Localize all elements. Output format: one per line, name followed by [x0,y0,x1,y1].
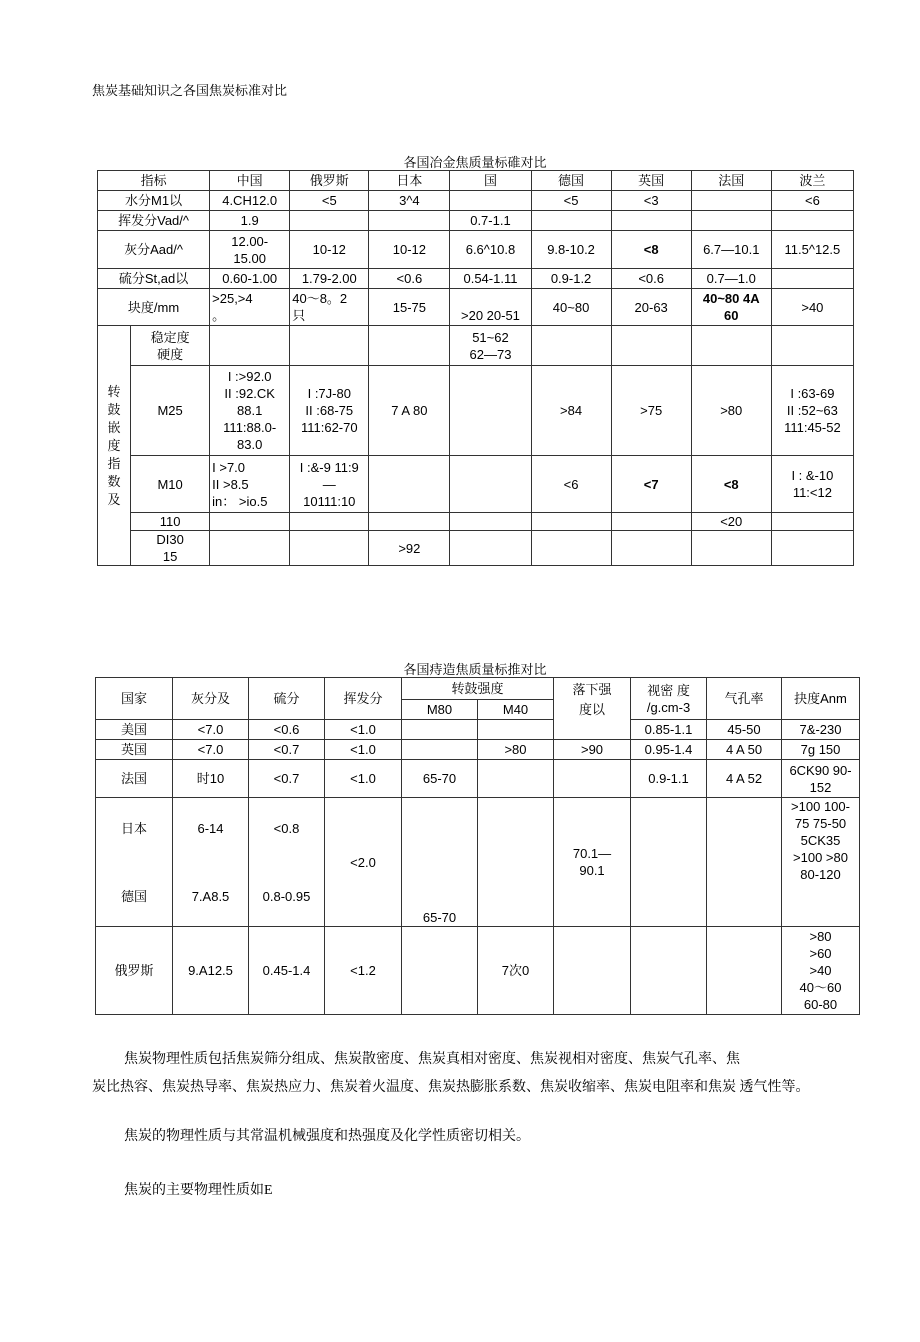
table-cell: I :&-9 11:9 — 10111:10 [290,456,369,513]
table-cell: <7.0 [173,720,249,740]
table-cell [369,513,450,531]
foundry-coke-table [95,677,860,1015]
table-cell: 65-70 [402,760,478,798]
table-cell: <7 [611,456,691,513]
header-cell: 俄罗斯 [290,171,369,191]
table-cell: 4 A 50 [707,740,782,760]
document-title: 焦炭基础知识之各国焦炭标准对比 [92,83,288,98]
row-label: 块度/mm [98,289,210,326]
table-row [98,191,854,211]
table-cell: 20-63 [611,289,691,326]
table-cell [531,531,611,566]
table-row [96,927,860,1015]
paragraph-main-properties: 焦炭的主要物理性质如E [124,1183,273,1198]
table-cell: 6CK90 90- 152 [782,760,860,798]
table-cell [771,326,853,366]
table-cell [450,191,531,211]
table-cell [369,326,450,366]
header-cell: 指标 [98,171,210,191]
table-cell: 0.9-1.1 [631,760,707,798]
table-row [98,269,854,289]
table-cell [771,531,853,566]
table-cell: 11.5^12.5 [771,231,853,269]
table-cell: <0.7 [249,760,325,798]
table-cell: 10-12 [369,231,450,269]
table-cell: 0.7-1.1 [450,211,531,231]
table-cell: 0.95-1.4 [631,740,707,760]
row-label: 俄罗斯 [96,927,173,1015]
table-cell [402,740,478,760]
table-cell: 1.9 [210,211,290,231]
table-cell: >80 >60 >40 40〜60 60-80 [782,927,860,1015]
table-cell [478,760,554,798]
table-cell: <6 [771,191,853,211]
table-row [98,289,854,326]
table-cell: <2.0 [325,798,402,927]
table-cell: 3^4 [369,191,450,211]
table-cell [450,456,531,513]
header-cell: 法国 [691,171,771,191]
table-cell [707,798,782,927]
table-cell [611,513,691,531]
table-cell: 40~80 [531,289,611,326]
table-cell: >80 [478,740,554,760]
table-cell [631,927,707,1015]
row-label: 硫分St,ad以 [98,269,210,289]
table-cell: I : &-10 11:<12 [771,456,853,513]
table-cell: 40~80 4A 60 [691,289,771,326]
table-cell [290,513,369,531]
table-cell: <1.2 [325,927,402,1015]
table-cell: >40 [771,289,853,326]
row-label: M10 [131,456,210,513]
table-cell: 7次0 [478,927,554,1015]
table-cell [402,927,478,1015]
table-row [98,513,854,531]
table-cell: <1.0 [325,720,402,740]
table-cell [611,531,691,566]
header-cell: 英国 [611,171,691,191]
table-cell: 6.6^10.8 [450,231,531,269]
header-cell: M80 [402,700,478,720]
header-cell: 波兰 [771,171,853,191]
table-cell: >84 [531,366,611,456]
row-label: 日本 德国 [96,798,173,927]
table-cell: 0.60-1.00 [210,269,290,289]
table-cell [691,531,771,566]
table-cell: <0.6 [611,269,691,289]
table1-caption: 各国冶金焦质量标碓对比 [403,155,547,170]
table-row [98,366,854,456]
table-cell [707,927,782,1015]
row-label: 英国 [96,740,173,760]
paragraph-relation: 焦炭的物理性质与其常温机械强度和热强度及化学性质密切相关。 [124,1129,530,1144]
table-cell [531,211,611,231]
paragraph-physical-properties-1: 焦炭物理性质包括焦炭筛分组成、焦炭散密度、焦炭真相对密度、焦炭视相对密度、焦炭气孔率、焦 [124,1052,740,1067]
table-row [98,211,854,231]
table-row [98,456,854,513]
row-label: M25 [131,366,210,456]
table-cell [531,326,611,366]
table-cell: <0.7 [249,740,325,760]
header-cell: 国 [450,171,531,191]
table-cell: 4.CH12.0 [210,191,290,211]
table-row [98,326,854,366]
table-cell: >100 100- 75 75-50 5CK35 >100 >80 80-120 [782,798,860,927]
header-cell: 硫分 [249,678,325,720]
table-cell: 12.00- 15.00 [210,231,290,269]
table-cell: 0.9-1.2 [531,269,611,289]
table-cell: 0.85-1.1 [631,720,707,740]
table2-caption: 各国痔造焦质量标推对比 [403,662,547,677]
table-cell: <20 [691,513,771,531]
table-cell [402,720,478,740]
table-cell: <6 [531,456,611,513]
row-label: 挥发分Vad/^ [98,211,210,231]
table-cell [210,326,290,366]
table-cell: 0.54-1.11 [450,269,531,289]
table-cell [631,798,707,927]
table-row [98,231,854,269]
table-cell: <8 [691,456,771,513]
table-cell [290,211,369,231]
table-cell: I :63-69 II :52~63 111:45-52 [771,366,853,456]
table-cell: 7g 150 [782,740,860,760]
table-cell [210,513,290,531]
table-cell: <1.0 [325,740,402,760]
table-cell: >25,>4 。 [210,289,290,326]
table-cell [290,531,369,566]
table-row [96,720,860,740]
row-label: 灰分Aad/^ [98,231,210,269]
table-cell: 40〜8。2 只 [290,289,369,326]
table-cell [554,927,631,1015]
table-cell [771,513,853,531]
table-cell [611,211,691,231]
table-row [96,798,860,927]
table-cell: <3 [611,191,691,211]
table-cell: 6-14 7.A8.5 [173,798,249,927]
table-cell: <7.0 [173,740,249,760]
table-cell [691,211,771,231]
table-cell: <8 [611,231,691,269]
header-cell: 视密 度 /g.cm-3 [631,678,707,720]
row-label: 美国 [96,720,173,740]
row-label: 110 [131,513,210,531]
table-cell [691,191,771,211]
table-cell: 0.7—1.0 [691,269,771,289]
paragraph-physical-properties-2: 炭比热容、焦炭热导率、焦炭热应力、焦炭着火温度、焦炭热膨胀系数、焦炭收缩率、焦炭电阻率和焦炭 透气性等。 [92,1080,810,1095]
table-cell: <0.8 0.8-0.95 [249,798,325,927]
table-cell: 4 A 52 [707,760,782,798]
table-cell: <5 [290,191,369,211]
table-cell: 7&-230 [782,720,860,740]
table-cell: <0.6 [369,269,450,289]
header-cell: 挥发分 [325,678,402,720]
table-cell: >80 [691,366,771,456]
table1-header-row [98,171,854,191]
table-cell [691,326,771,366]
table-cell [554,760,631,798]
header-cell: 抉度Anm [782,678,860,720]
table-cell: >90 [554,740,631,760]
table-cell: I :>92.0 II :92.CK 88.1 111:88.0- 83.0 [210,366,290,456]
header-cell: M40 [478,700,554,720]
table-cell: >75 [611,366,691,456]
table-cell: 时10 [173,760,249,798]
table-cell: 70.1— 90.1 [554,798,631,927]
header-cell: 灰分及 [173,678,249,720]
row-label: 水分M1以 [98,191,210,211]
table-cell [478,720,554,740]
drum-index-group-label: 转 鼓 嵌 度 指 数 及 [98,326,131,566]
header-cell: 落下强 度以 [554,678,631,740]
row-label: DI30 15 [131,531,210,566]
table-cell [450,513,531,531]
table-cell [369,211,450,231]
table-cell: 9.8-10.2 [531,231,611,269]
table-cell: 0.45-1.4 [249,927,325,1015]
header-cell: 日本 [369,171,450,191]
table-cell [531,513,611,531]
metallurgical-coke-table [97,170,854,566]
table-cell: 1.79-2.00 [290,269,369,289]
table-cell: 65-70 [402,798,478,927]
table-cell [210,531,290,566]
table-cell: 15-75 [369,289,450,326]
table-cell: >20 20-51 [450,289,531,326]
row-label: 法国 [96,760,173,798]
table-cell [611,326,691,366]
header-cell: 德国 [531,171,611,191]
table-cell: I >7.0 II >8.5 in： >io.5 [210,456,290,513]
table-cell [771,211,853,231]
table-cell [369,456,450,513]
table-cell: 51~62 62—73 [450,326,531,366]
table-cell: 45-50 [707,720,782,740]
table-cell: <0.6 [249,720,325,740]
table-cell: 7 A 80 [369,366,450,456]
table-cell: I :7J-80 II :68-75 111:62-70 [290,366,369,456]
table-cell: 6.7—10.1 [691,231,771,269]
table-cell [290,326,369,366]
header-cell: 气孔率 [707,678,782,720]
table-cell: >92 [369,531,450,566]
table-row [98,531,854,566]
table-cell [450,531,531,566]
header-cell: 国家 [96,678,173,720]
table-cell: 10-12 [290,231,369,269]
table2-header-row [96,678,860,700]
header-cell: 转鼓强度 [402,678,554,700]
table-cell: <5 [531,191,611,211]
header-cell: 中国 [210,171,290,191]
table-cell [450,366,531,456]
table-row [96,740,860,760]
table-cell: <1.0 [325,760,402,798]
table-cell: 9.A12.5 [173,927,249,1015]
table-cell [478,798,554,927]
row-label: 稳定度 硬度 [131,326,210,366]
table-cell [771,269,853,289]
table-row [96,760,860,798]
